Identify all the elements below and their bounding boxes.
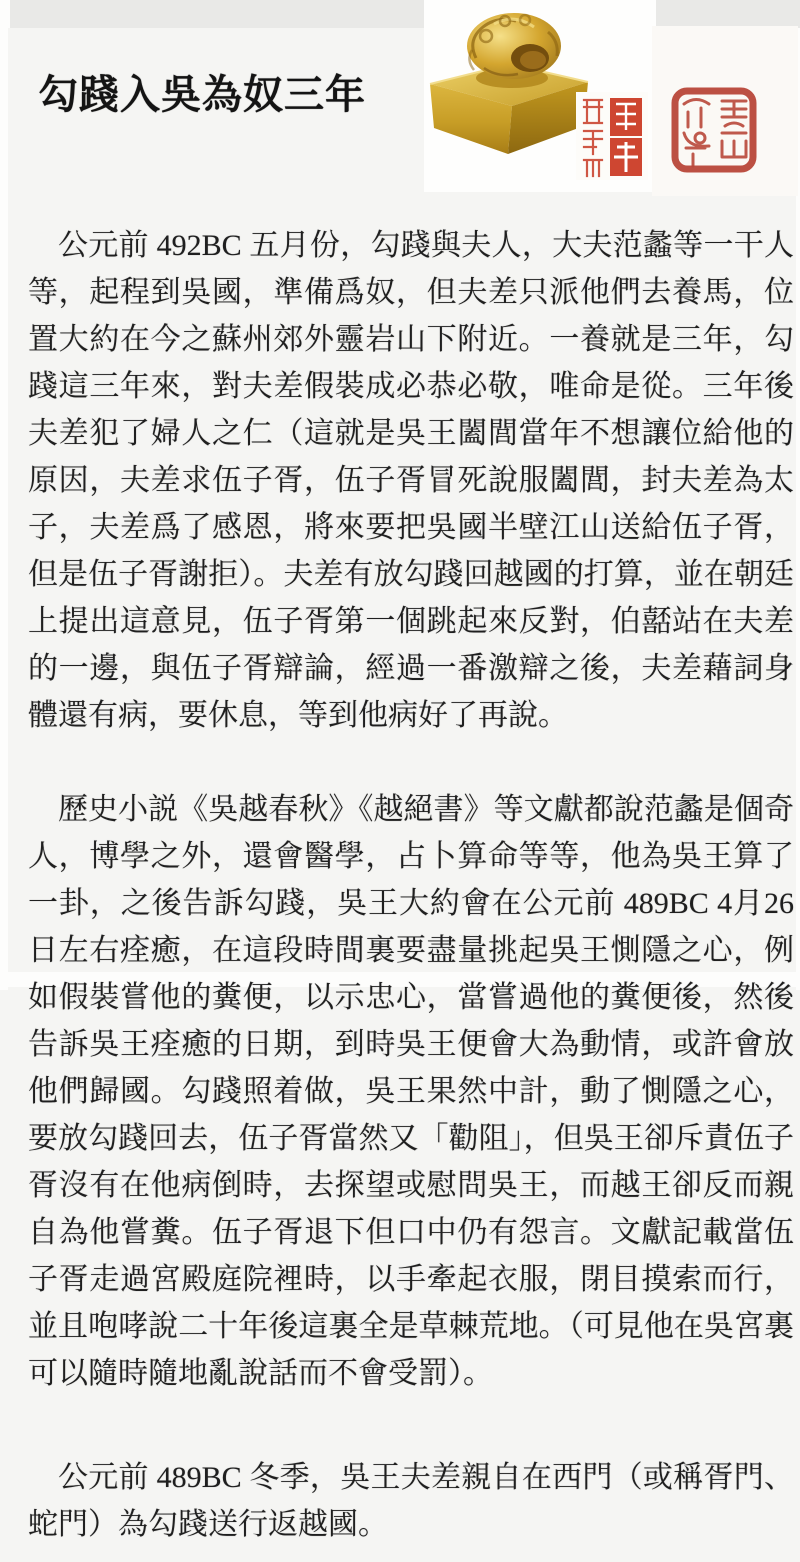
red-seal-stamp-large	[670, 86, 758, 174]
paragraph-1: 公元前 492BC 五月份，勾踐與夫人，大夫范蠡等一干人等，起程到吳國，準備爲奴，但夫差只派他們去養馬，位置大約在今之蘇州郊外靈岩山下附近。一養就是三年，勾踐這三年來，對夫差假裝成必恭必敬，唯命是從。三年後夫差犯了婦人之仁（這就是吳王闔閭當年不想讓位給他的原因，夫差求伍子胥，伍子胥冒死說服闔閭，封夫差為太子，夫差爲了感恩，將來要把吳國半壁江山送給伍子胥，但是伍子胥謝拒）。夫差有放勾踐回越國的打算，並在朝廷上提出這意見，伍子胥第一個跳起來反對，伯嚭站在夫差的一邊，與伍子胥辯論，經過一番激辯之後，夫差藉詞身體還有病，要休息，等到他病好了再說。	[28, 229, 794, 732]
paragraph-3: 公元前 489BC 冬季，吳王夫差親自在西門（或稱胥門、蛇門）為勾踐送行返越國。	[28, 1461, 794, 1541]
red-seal-stamp-small	[576, 92, 648, 180]
page-title: 勾踐入吳為奴三年	[38, 71, 366, 117]
paragraph-2: 歷史小説《吳越春秋》《越絕書》等文獻都說范蠡是個奇人，博學之外，還會醫學，占卜算命等等，他為吳王算了一卦，之後告訴勾踐，吳王大約會在公元前 489BC 4月26日左右痊癒，在這段時間裏要盡量挑起吳王惻隱之心，例如假裝嘗他的糞便，以示忠心，當嘗過他的糞便後，然後告訴吳王痊癒的日期，到時吳王便會大為動情，或許會放他們歸國。勾踐照着做，吳王果然中計，動了惻隱之心，要放勾踐回去，伍子胥當然又「勸阻」，但吳王卻斥責伍子胥沒有在他病倒時，去探望或慰問吳王，而越王卻反而親自為他嘗糞。伍子胥退下但口中仍有怨言。文獻記載當伍子胥走過宮殿庭院裡時，以手牽起衣服，閉目摸索而行，並且咆哮說二十年後這裏全是草棘荒地。（可見他在吳宮裏可以隨時隨地亂說話而不會受罰）。	[28, 793, 794, 1390]
gold-seal-image	[426, 6, 596, 156]
top-edge-strip	[10, 0, 800, 28]
article-body	[28, 222, 794, 1548]
